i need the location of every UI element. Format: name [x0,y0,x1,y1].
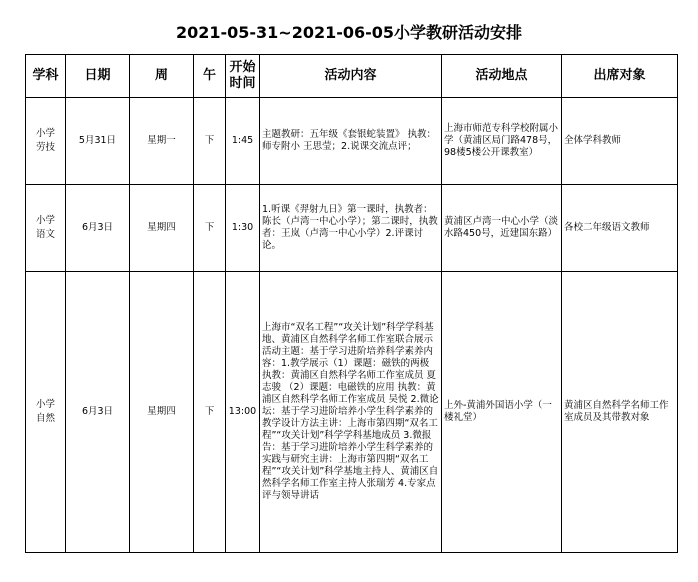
table-header-row [26,55,678,98]
cell-content: 上海市“双名工程”“攻关计划”科学学科基地、黄浦区自然科学名师工作室联合展示活动主题：基于学习进阶培养科学素养内容：1.教学展示（1）课题：磁铁的两极 执教：黄浦区自然科学名师工作室成员 夏志骏 （2）课题：电磁铁的应用 执教：黄浦区自然科学名师工作室成员 吴悦 2.微论坛：基于学习进阶培养小学生科学素养的教学设计方法主讲：上海市第四期“双名工程”“攻关计划”科学学科基地成员 3.微报告：基于学习进阶培养小学生科学素养的实践与研究主讲：上海市第四期“双名工程”“攻关计划”科学基地主持人、黄浦区自然科学名师工作室主持人张瑞芳 4.专家点评与领导讲话 [260,272,442,553]
cell-content: 1.听课《羿射九日》第一课时，执教者：陈长（卢湾一中心小学）；第二课时，执教者：王岚（卢湾一中心小学）2.评课讨论。 [260,185,442,272]
header-content: 活动内容 [260,55,442,98]
table-row [26,185,678,272]
header-start-time-line1: 开始 [229,60,256,75]
cell-location: 上海市师范专科学校附属小学（黄浦区局门路478号，98楼5楼公开课教室） [442,98,562,185]
cell-time: 1:30 [226,185,260,272]
header-noon: 午 [194,55,226,98]
subject-line2: 语文 [35,229,55,240]
header-subject: 学科 [26,55,66,98]
cell-time: 1:45 [226,98,260,185]
cell-week: 星期四 [130,272,194,553]
cell-noon: 下 [194,185,226,272]
subject-line2: 劳技 [35,142,55,153]
cell-audience: 黄浦区自然科学名师工作室成员及其带教对象 [562,272,678,553]
subject-line1: 小学 [35,215,55,226]
cell-date: 5月31日 [66,98,130,185]
cell-noon: 下 [194,272,226,553]
cell-noon: 下 [194,98,226,185]
cell-subject [26,185,66,272]
cell-time: 13:00 [226,272,260,553]
cell-location: 黄浦区卢湾一中心小学（淡水路450号，近建国东路） [442,185,562,272]
table-row [26,98,678,185]
table-row [26,272,678,553]
cell-week: 星期一 [130,98,194,185]
header-start-time-line2: 时间 [229,76,256,91]
header-audience: 出席对象 [562,55,678,98]
subject-line2: 自然 [35,413,55,424]
cell-date: 6月3日 [66,272,130,553]
header-location: 活动地点 [442,55,562,98]
cell-week: 星期四 [130,185,194,272]
cell-location: 上外-黄浦外国语小学（一楼礼堂） [442,272,562,553]
schedule-table [25,54,678,553]
cell-audience: 各校二年级语文教师 [562,185,678,272]
cell-content: 主题教研：五年级《套银蛇装置》 执教：师专附小 王思莹；2.说课交流点评； [260,98,442,185]
header-date: 日期 [66,55,130,98]
page-title: 2021-05-31~2021-06-05小学教研活动安排 [175,23,523,42]
cell-date: 6月3日 [66,185,130,272]
cell-audience: 全体学科教师 [562,98,678,185]
cell-subject [26,272,66,553]
cell-subject [26,98,66,185]
subject-line1: 小学 [35,128,55,139]
header-start-time [226,55,260,98]
header-week: 周 [130,55,194,98]
subject-line1: 小学 [35,399,55,410]
